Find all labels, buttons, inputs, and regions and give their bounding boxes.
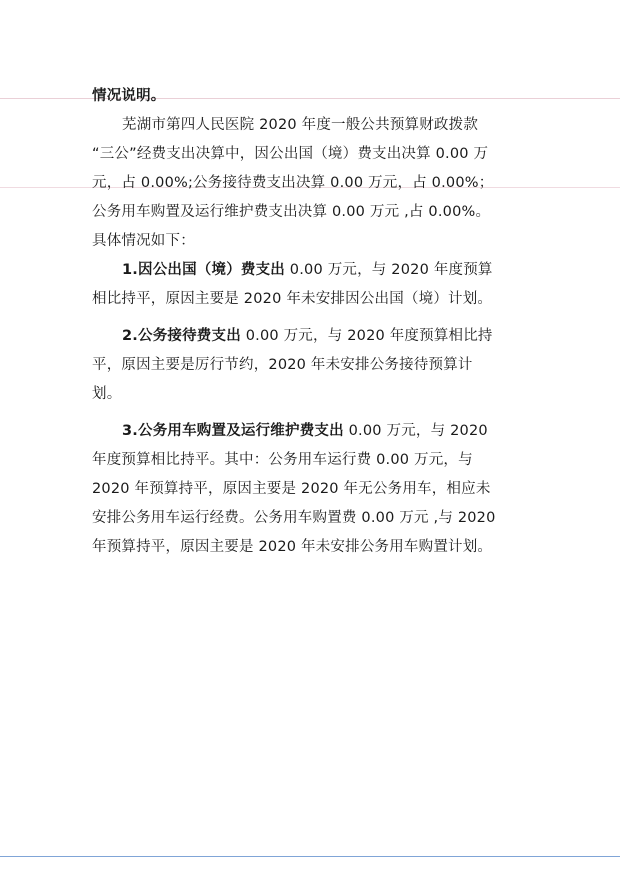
- text-line: 划。: [92, 386, 122, 402]
- text-line: [92, 256, 537, 285]
- text-line: 情况说明。: [92, 88, 166, 104]
- text-line: 2020 年预算持平，原因主要是 2020 年无公务用车，相应未: [92, 481, 491, 497]
- text-line: [92, 417, 537, 446]
- scan-artifact-line: [0, 856, 620, 857]
- text-line: 具体情况如下：: [92, 233, 195, 249]
- text-line: [92, 322, 537, 351]
- item-text: 0.00 万元，与 2020: [343, 423, 488, 439]
- item-text: 0.00 万元，与 2020 年度预算: [285, 262, 493, 278]
- paragraph-heading: [92, 82, 537, 111]
- text-line: 安排公务用车运行经费。公务用车购置费 0.00 万元 ,与 2020: [92, 510, 496, 526]
- item-heading: 1.因公出国（境）费支出: [122, 262, 285, 278]
- item-heading: 3.公务用车购置及运行维护费支出: [122, 423, 344, 439]
- text-line: 元，占 0.00%;公务接待费支出决算 0.00 万元，占 0.00%；: [92, 175, 494, 191]
- text-line: 芜湖市第四人民医院 2020 年度一般公共预算财政拨款: [122, 117, 479, 133]
- text-line: 相比持平，原因主要是 2020 年未安排因公出国（境）计划。: [92, 291, 493, 307]
- text-line: “三公”经费支出决算中，因公出国（境）费支出决算 0.00 万: [92, 146, 489, 162]
- document-body: [92, 82, 537, 562]
- text-line: 平，原因主要是厉行节约，2020 年未安排公务接待预算计: [92, 357, 473, 373]
- item-heading: 2.公务接待费支出: [122, 328, 241, 344]
- paragraph-item-2: [92, 322, 537, 409]
- text-line: 年度预算相比持平。其中：公务用车运行费 0.00 万元，与: [92, 452, 473, 468]
- paragraph-item-3: [92, 417, 537, 562]
- paragraph-summary: [92, 111, 537, 256]
- item-text: 0.00 万元，与 2020 年度预算相比持: [240, 328, 493, 344]
- paragraph-item-1: [92, 256, 537, 314]
- text-line: 年预算持平，原因主要是 2020 年未安排公务用车购置计划。: [92, 539, 493, 555]
- text-line: 公务用车购置及运行维护费支出决算 0.00 万元 ,占 0.00%。: [92, 204, 491, 220]
